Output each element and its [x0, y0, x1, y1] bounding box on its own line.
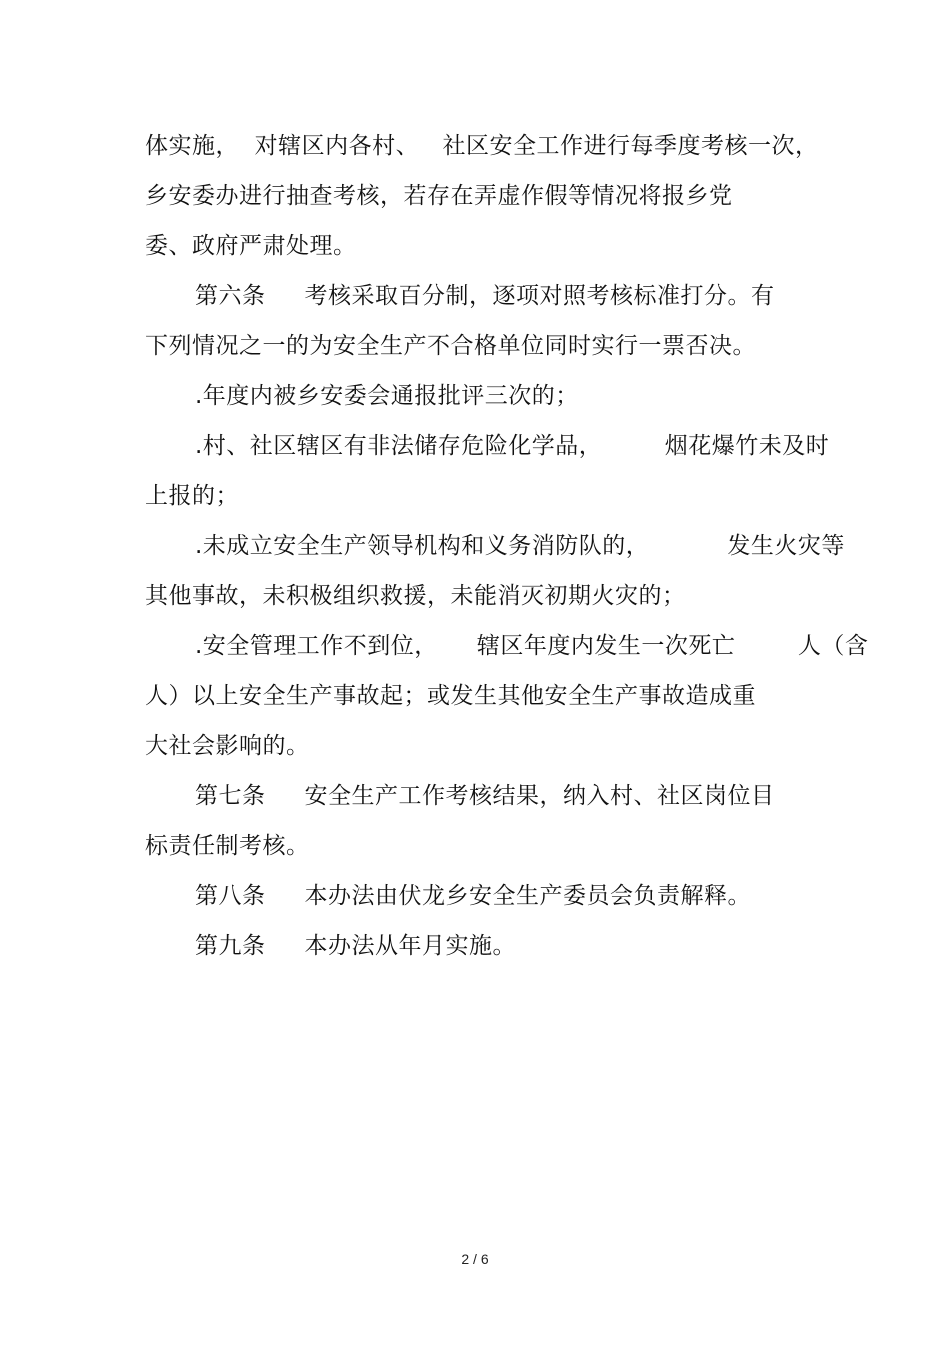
article-heading-line: 第六条 考核采取百分制，逐项对照考核标准打分。有 — [195, 283, 775, 309]
list-item: .年度内被乡安委会通报批评三次的； — [195, 383, 579, 409]
article-heading-line: 第八条 本办法由伏龙乡安全生产委员会负责解释。 — [195, 883, 752, 909]
list-item: .安全管理工作不到位， 辖区年度内发生一次死亡 人（含 — [195, 633, 869, 659]
text-line: 体实施， 对辖区内各村、 社区安全工作进行每季度考核一次， — [145, 133, 819, 159]
list-item: .村、社区辖区有非法储存危险化学品， 烟花爆竹未及时 — [195, 433, 830, 459]
article-heading-line: 第九条 本办法从年月实施。 — [195, 933, 517, 959]
text-line: 乡安委办进行抽查考核，若存在弄虚作假等情况将报乡党 — [145, 183, 733, 209]
text-line: 上报的； — [145, 483, 239, 509]
text-line: 大社会影响的。 — [145, 733, 310, 759]
text-line: 人）以上安全生产事故起；或发生其他安全生产事故造成重 — [145, 683, 756, 709]
text-line: 其他事故，未积极组织救援，未能消灭初期火灾的； — [145, 583, 686, 609]
text-line: 下列情况之一的为安全生产不合格单位同时实行一票否决。 — [145, 333, 756, 359]
list-item: .未成立安全生产领导机构和义务消防队的， 发生火灾等 — [195, 533, 845, 559]
article-heading-line: 第七条 安全生产工作考核结果，纳入村、社区岗位目 — [195, 783, 775, 809]
text-line: 标责任制考核。 — [145, 833, 310, 859]
page-number: 2 / 6 — [461, 1251, 489, 1267]
text-line: 委、政府严肃处理。 — [145, 233, 357, 259]
